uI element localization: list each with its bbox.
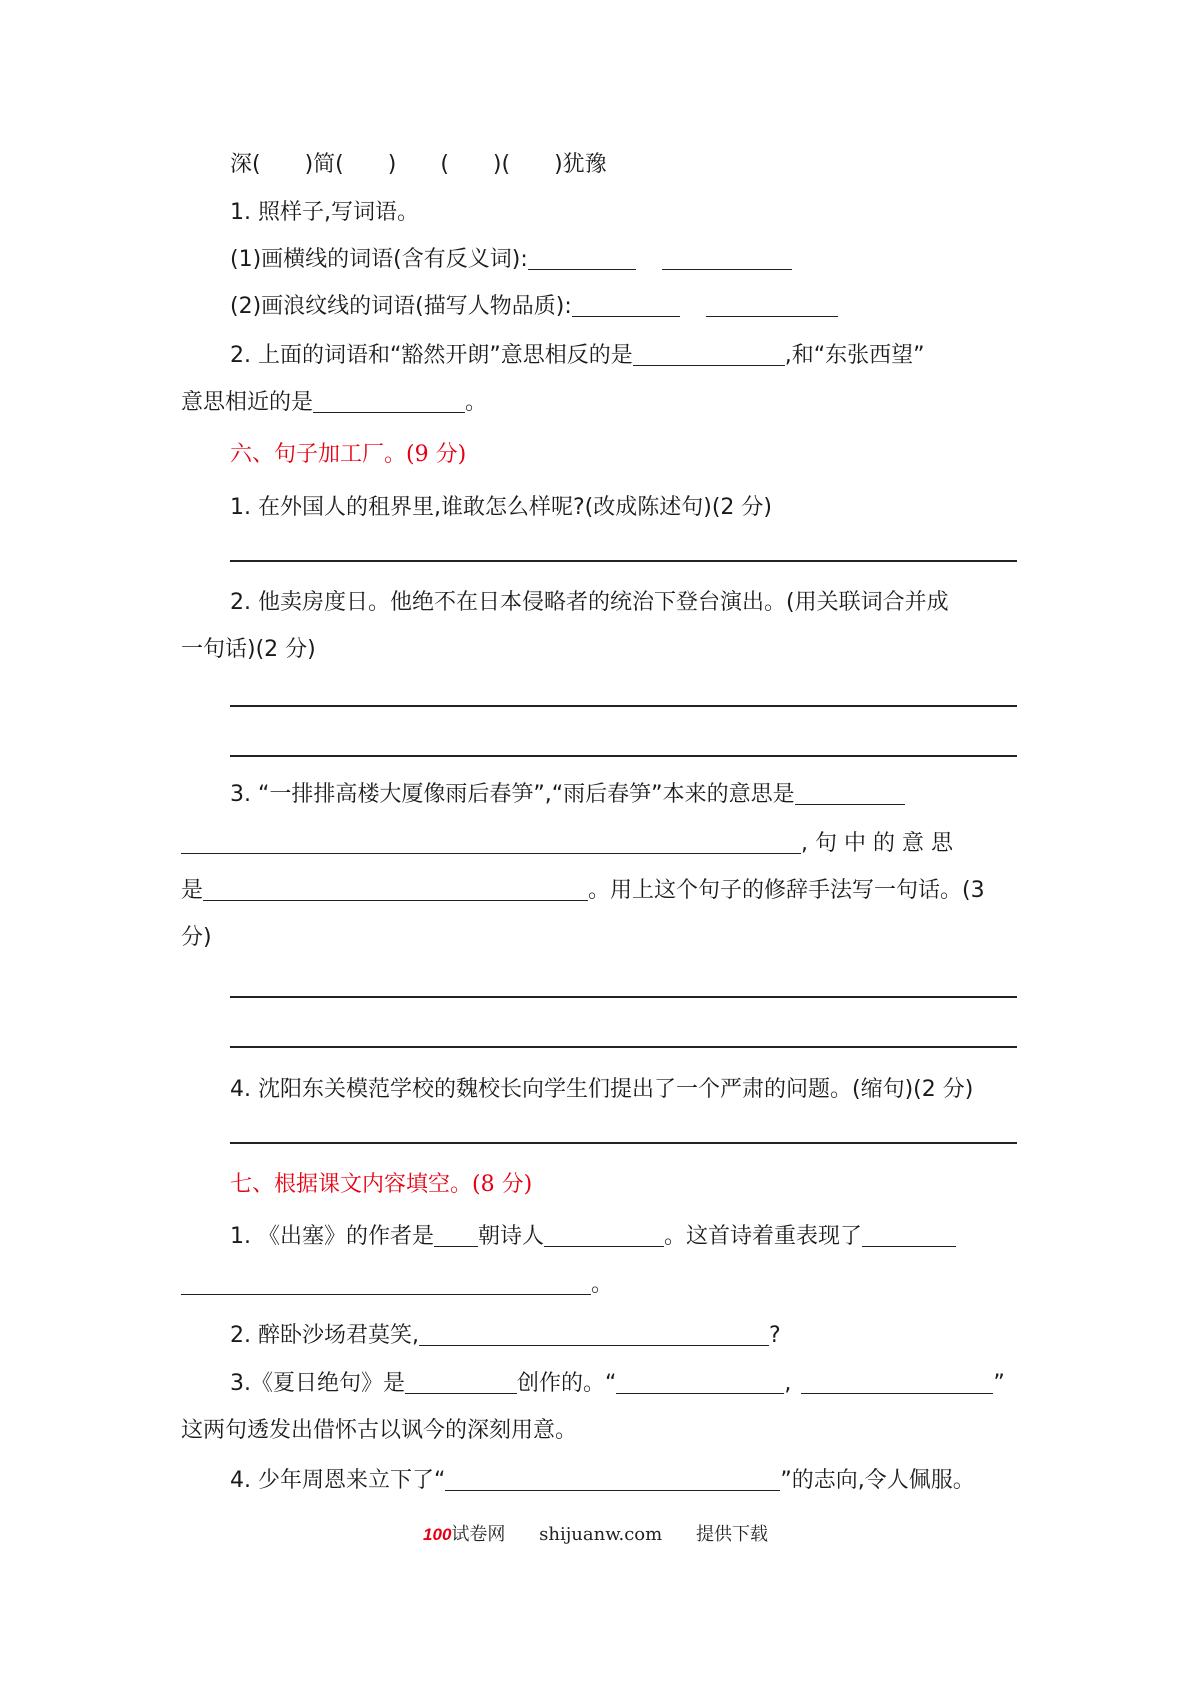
s5-q1-a [230,245,792,275]
s5-q2-b: ,和“东张西望” [784,343,925,368]
s7-q1-d: 。 [591,1272,614,1297]
s7-q4 [230,1466,975,1496]
answer-blank[interactable] [445,1468,780,1491]
answer-line[interactable] [230,1142,1017,1144]
answer-blank[interactable] [572,294,680,317]
answer-blank[interactable] [181,831,801,854]
s7-q3-c: , [784,1371,792,1396]
answer-blank[interactable] [801,1371,993,1394]
s5-q2-d: 。 [465,390,488,415]
s6-q3-line2 [181,829,953,859]
s6-q2-line1: 2. 他卖房度日。他绝不在日本侵略者的统治下登台演出。(用关联词合并成 [230,590,949,615]
s7-q3-line2: 这两句透发出借怀古以讽今的深刻用意。 [181,1418,578,1443]
s6-q1: 1. 在外国人的租界里,谁敢怎么样呢?(改成陈述句)(2 分) [230,495,772,520]
s7-q1-line1 [230,1222,956,1252]
s5-q1-intro: 1. 照样子,写词语。 [230,200,419,225]
s5-q2-line1 [230,341,925,371]
section-7-title: 七、根据课文内容填空。(8 分) [230,1172,533,1197]
s7-q4-b: ”的志向,令人佩服。 [780,1468,975,1493]
s6-q3-b: , 句 中 的 意 思 [801,831,953,856]
answer-blank[interactable] [862,1224,956,1247]
s5-q1-a-text: (1)画横线的词语(含有反义词): [230,247,528,272]
s7-q1-line2 [181,1270,613,1300]
s5-q2-a: 2. 上面的词语和“豁然开朗”意思相反的是 [230,343,633,368]
page-footer [0,1520,1191,1546]
word-blanks-line: 深( )简( ) ( )( )犹豫 [230,152,607,177]
s7-q3-line1 [230,1369,1005,1399]
answer-blank[interactable] [419,1323,769,1346]
answer-blank[interactable] [405,1371,517,1394]
answer-blank[interactable] [616,1371,784,1394]
answer-blank[interactable] [181,1272,591,1295]
s7-q2-a: 2. 醉卧沙场君莫笑, [230,1323,419,1348]
answer-line[interactable] [230,755,1017,757]
answer-blank[interactable] [434,1224,478,1247]
answer-blank[interactable] [203,878,588,901]
answer-blank[interactable] [313,390,465,413]
s6-q2-line2: 一句话)(2 分) [181,637,316,662]
s5-q2-c: 意思相近的是 [181,390,314,415]
s7-q3-d: ” [993,1371,1005,1396]
s7-q2 [230,1321,781,1351]
s7-q2-b: ? [768,1323,781,1348]
s7-q1-c: 。这首诗着重表现了 [664,1224,863,1249]
answer-blank[interactable] [633,343,785,366]
s7-q3-a: 3.《夏日绝句》是 [230,1371,405,1396]
answer-blank[interactable] [795,782,905,805]
s7-q4-a: 4. 少年周恩来立下了“ [230,1468,446,1493]
s6-q3-d: 。用上这个句子的修辞手法写一句话。(3 [588,878,985,903]
answer-line[interactable] [230,996,1017,998]
s5-q2-line2 [181,388,487,418]
footer-note: 提供下载 [695,1524,768,1545]
answer-blank[interactable] [662,247,792,270]
s6-q4: 4. 沈阳东关模范学校的魏校长向学生们提出了一个严肃的问题。(缩句)(2 分) [230,1077,974,1102]
s6-q3-line1 [230,780,905,810]
s5-q1-b [230,292,838,322]
s6-q3-c: 是 [181,878,204,903]
s7-q1-b: 朝诗人 [477,1224,544,1249]
answer-line[interactable] [230,560,1017,562]
site-logo: 100 [423,1525,452,1544]
s6-q3-line3 [181,876,985,906]
answer-blank[interactable] [706,294,838,317]
s5-q1-b-text: (2)画浪纹线的词语(描写人物品质): [230,294,572,319]
answer-line[interactable] [230,1046,1017,1048]
s7-q1-a: 1. 《出塞》的作者是 [230,1224,434,1249]
section-6-title: 六、句子加工厂。(9 分) [230,442,467,467]
answer-blank[interactable] [528,247,636,270]
answer-line[interactable] [230,705,1017,707]
s6-q3-a: 3. “一排排高楼大厦像雨后春笋”,“雨后春笋”本来的意思是 [230,782,795,807]
site-logo-text: 试卷网 [451,1524,506,1545]
site-url[interactable]: shijuanw.com [539,1524,663,1545]
s6-q3-line4: 分) [181,925,212,950]
answer-blank[interactable] [544,1224,664,1247]
s7-q3-b: 创作的。“ [517,1371,617,1396]
